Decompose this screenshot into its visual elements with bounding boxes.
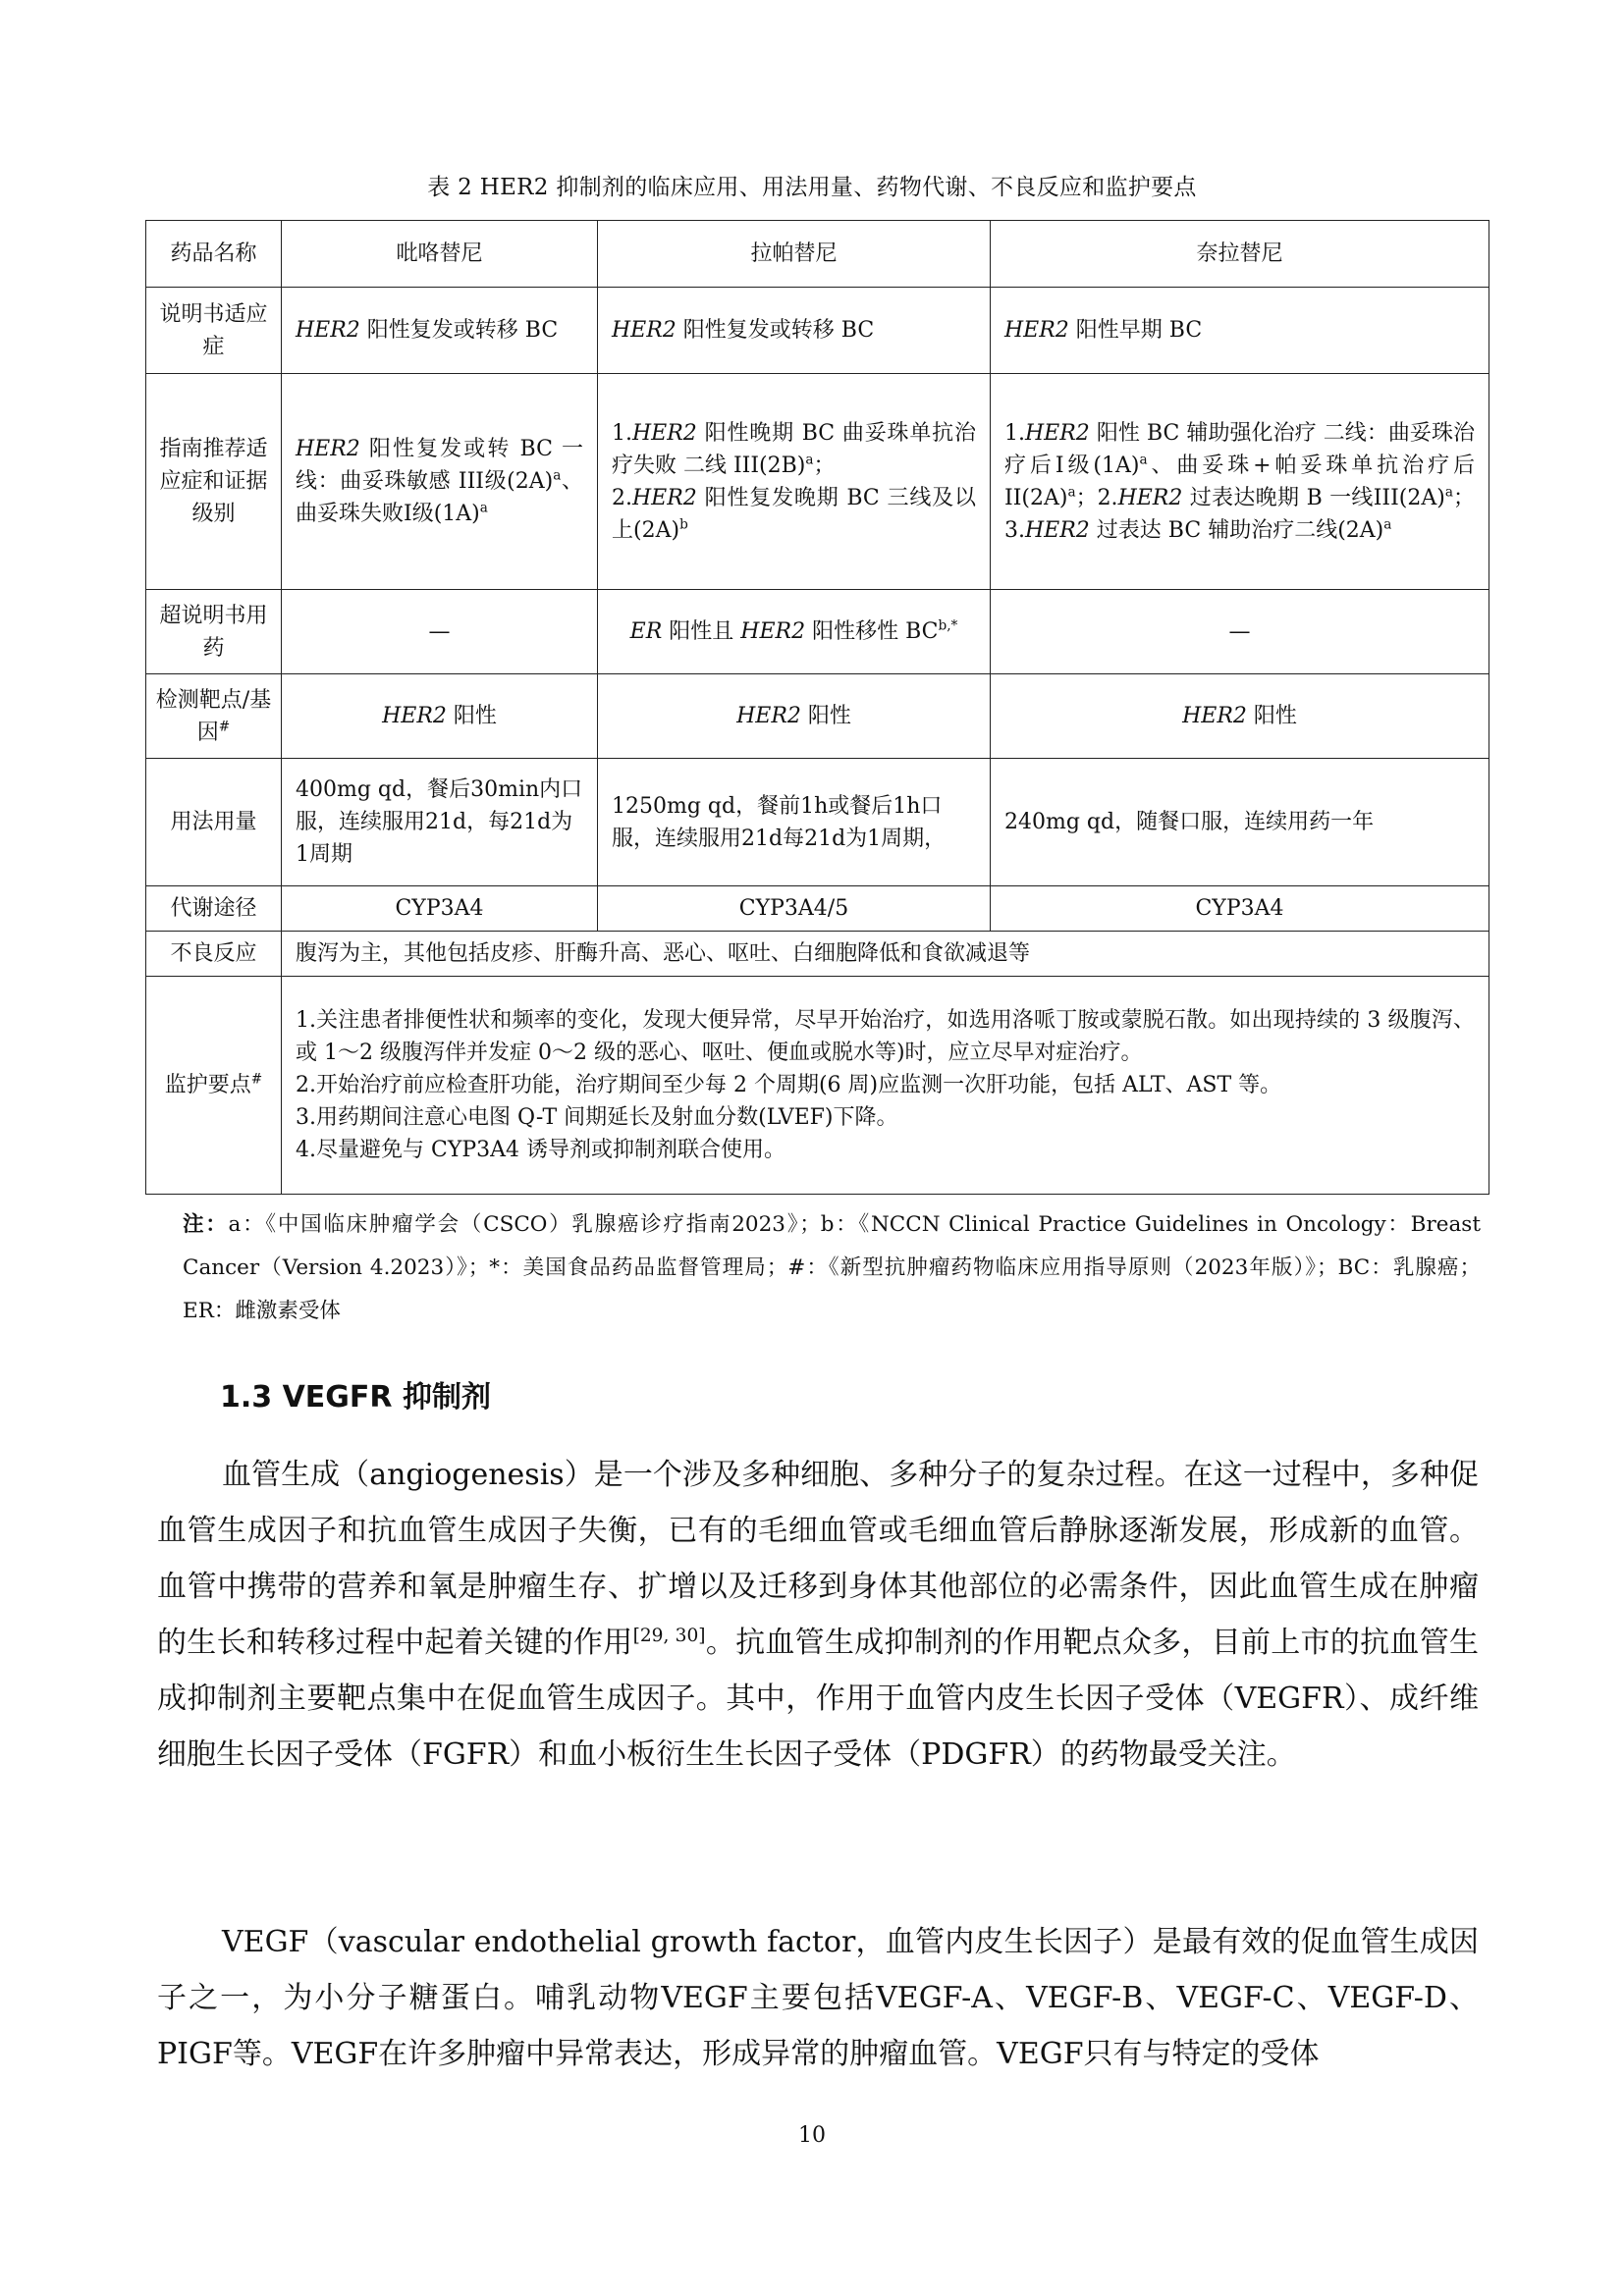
header-label: 药品名称 — [146, 221, 282, 288]
her2-term: HER2 — [1004, 318, 1069, 343]
table-row-indication — [146, 288, 1489, 374]
offlabel-cell: — — [282, 590, 598, 674]
monitoring-item: 1.关注患者排便性状和频率的变化，发现大便异常，尽早开始治疗，如选用洛哌丁胺或蒙脱石散。如出现持续的 3 级腹泻、或 1～2 级腹泻伴并发症 0～2 级的恶心、呕吐、便血或脱水等)时，应立尽早对症治疗。 — [296, 1008, 1475, 1065]
er-term: ER — [629, 619, 663, 644]
header-drug-lapatinib: 拉帕替尼 — [598, 221, 991, 288]
item-number: 1. — [612, 420, 632, 446]
guideline-text: 阳性 BC 辅助强化治疗 二线：曲妥珠治疗后I级(1A) — [1004, 420, 1475, 478]
section-heading: 1.3 VEGFR 抑制剂 — [220, 1380, 491, 1415]
metabolism-cell: CYP3A4 — [282, 886, 598, 932]
guideline-cell — [991, 374, 1489, 590]
her2-term: HER2 — [632, 420, 697, 446]
metabolism-cell: CYP3A4/5 — [598, 886, 991, 932]
evidence-superscript: a — [1067, 484, 1076, 501]
dosage-cell: 1250mg qd，餐前1h或餐后1h口服，连续服用21d每21d为1周期， — [598, 759, 991, 886]
guideline-text: 、曲妥珠失败I级(1A) — [296, 469, 583, 526]
offlabel-text: 阳性移性 BC — [805, 619, 939, 644]
table-row-offlabel — [146, 590, 1489, 674]
item-number: ；3. — [1004, 485, 1475, 543]
her2-term: HER2 — [632, 485, 697, 510]
body-paragraph: VEGF（vascular endothelial growth factor，血管内皮生长因子）是最有效的促血管生成因子之一，为小分子糖蛋白。哺乳动物VEGF主要包括VEGF-A、VEGF-B、VEGF-C、VEGF-D、PIGF等。VEGF在许多肿瘤中异常表达，形成异常的肿瘤血管。VEGF只有与特定的受体 — [157, 1925, 1479, 2071]
note-label: 注： — [183, 1212, 229, 1237]
guideline-text: 阳性复发或转 BC 一线：曲妥珠敏感 III级(2A) — [296, 437, 583, 494]
guideline-text: 阳性复发晚期 BC 三线及以上(2A) — [612, 485, 976, 543]
table-note — [183, 1203, 1481, 1333]
indication-cell — [282, 288, 598, 374]
indication-cell — [598, 288, 991, 374]
table-row-header — [146, 221, 1489, 288]
dosage-cell: 240mg qd，随餐口服，连续用药一年 — [991, 759, 1489, 886]
evidence-superscript: a — [1383, 516, 1392, 533]
target-text: 阳性 — [1246, 704, 1297, 728]
paragraph-text: 血管生成（angiogenesis）是一个涉及多种细胞、多种分子的复杂过程。在这一过程中，多种促血管生成因子和抗血管生成因子失衡，已有的毛细血管或毛细血管后静脉逐渐发展，形成新的血管。血管中携带的营养和氧是肿瘤生存、扩增以及迁移到身体其他部位的必需条件，因此血管生成在肿瘤的生长和转移过程中起着关键的作用 — [157, 1458, 1479, 1660]
indication-text: 阳性复发或转移 BC — [676, 318, 875, 343]
table-row-monitoring — [146, 977, 1489, 1195]
reference-superscript: # — [250, 1071, 263, 1088]
monitoring-item: 2.开始治疗前应检查肝功能，治疗期间至少每 2 个周期(6 周)应监测一次肝功能，包括 ALT、AST 等。 — [296, 1073, 1282, 1097]
monitoring-item: 4.尽量避免与 CYP3A4 诱导剂或抑制剂联合使用。 — [296, 1138, 786, 1162]
evidence-superscript: a — [1444, 484, 1453, 501]
citation-superscript: [29, 30] — [632, 1626, 706, 1646]
guideline-text: 、曲妥珠+帕妥珠单抗治疗后II(2A) — [1004, 453, 1475, 510]
guideline-text: 阳性晚期 BC 曲妥珠单抗治疗失败 二线 III(2B) — [612, 420, 976, 478]
table-row-metabolism — [146, 886, 1489, 932]
dosage-cell: 400mg qd，餐后30min内口服，连续服用21d，每21d为1周期 — [282, 759, 598, 886]
guideline-cell — [598, 374, 991, 590]
evidence-superscript: a — [553, 467, 562, 484]
target-cell — [598, 674, 991, 759]
table-row-target — [146, 674, 1489, 759]
her2-term: HER2 — [740, 619, 806, 644]
her2-term: HER2 — [296, 437, 360, 461]
paragraph-text: 。抗血管生成抑制剂的作用靶点众多，目前上市的抗血管生成抑制剂主要靶点集中在促血管生成因子。其中，作用于血管内皮生长因子受体（VEGFR）、成纤维细胞生长因子受体（FGFR）和血小板衍生生长因子受体（PDGFR）的药物最受关注。 — [157, 1626, 1479, 1772]
row-label-adverse: 不良反应 — [146, 932, 282, 977]
offlabel-cell: — — [991, 590, 1489, 674]
offlabel-cell — [598, 590, 991, 674]
reference-superscript: b,* — [938, 617, 958, 634]
page-number: 10 — [798, 2123, 826, 2148]
header-drug-pyrotinib: 吡咯替尼 — [282, 221, 598, 288]
row-label-text: 检测靶点/基因 — [155, 687, 272, 745]
her2-term: HER2 — [1025, 517, 1090, 543]
item-number: ；2. — [1075, 485, 1118, 510]
her2-term: HER2 — [612, 318, 677, 343]
guideline-cell — [282, 374, 598, 590]
row-label-text: 监护要点 — [164, 1073, 251, 1097]
monitoring-cell — [282, 977, 1489, 1195]
evidence-superscript: b — [679, 516, 688, 533]
her2-inhibitor-table — [145, 220, 1489, 1195]
offlabel-text: 阳性且 — [662, 619, 741, 644]
body-paragraph — [157, 1447, 1479, 1783]
reference-superscript: # — [218, 719, 231, 735]
row-label-dosage: 用法用量 — [146, 759, 282, 886]
table-row-guideline — [146, 374, 1489, 590]
note-text: a：《中国临床肿瘤学会（CSCO）乳腺癌诊疗指南2023》；b：《NCCN Clinical Practice Guidelines in Oncology：Breast Cancer（Version 4.2023）》；*：美国食品药品监督管理局；#：《新型抗肿瘤药物临床应用指导原则（2023年版）》；BC：乳腺癌；ER：雌激素受体 — [183, 1212, 1481, 1323]
indication-text: 阳性早期 BC — [1068, 318, 1203, 343]
table-caption: 表 2 HER2 抑制剂的临床应用、用法用量、药物代谢、不良反应和监护要点 — [427, 175, 1197, 200]
item-number: 2. — [612, 485, 632, 510]
target-text: 阳性 — [800, 704, 851, 728]
target-cell — [282, 674, 598, 759]
evidence-superscript: a — [479, 500, 488, 516]
target-cell — [991, 674, 1489, 759]
her2-term: HER2 — [1025, 420, 1090, 446]
her2-term: HER2 — [296, 318, 360, 343]
her2-term: HER2 — [382, 704, 447, 728]
item-number: 1. — [1004, 420, 1025, 446]
indication-cell — [991, 288, 1489, 374]
row-label-offlabel: 超说明书用药 — [146, 590, 282, 674]
indication-text: 阳性复发或转移 BC — [359, 318, 559, 343]
monitoring-item: 3.用药期间注意心电图 Q-T 间期延长及射血分数(LVEF)下降。 — [296, 1105, 898, 1130]
guideline-text: 过表达晚期 B 一线III(2A) — [1182, 485, 1445, 510]
her2-term: HER2 — [736, 704, 801, 728]
evidence-superscript: a — [1139, 452, 1148, 468]
row-label-metabolism: 代谢途径 — [146, 886, 282, 932]
row-label-monitoring — [146, 977, 282, 1195]
header-drug-neratinib: 奈拉替尼 — [991, 221, 1489, 288]
target-text: 阳性 — [446, 704, 497, 728]
metabolism-cell: CYP3A4 — [991, 886, 1489, 932]
guideline-text: ； — [813, 453, 836, 478]
table-row-adverse — [146, 932, 1489, 977]
row-label-target — [146, 674, 282, 759]
adverse-cell: 腹泻为主，其他包括皮疹、肝酶升高、恶心、呕吐、白细胞降低和食欲减退等 — [282, 932, 1489, 977]
evidence-superscript: a — [805, 452, 814, 468]
row-label-indication: 说明书适应症 — [146, 288, 282, 374]
her2-term: HER2 — [1117, 485, 1183, 510]
her2-term: HER2 — [1182, 704, 1247, 728]
row-label-guideline: 指南推荐适应症和证据级别 — [146, 374, 282, 590]
guideline-text: 过表达 BC 辅助治疗二线(2A) — [1089, 517, 1384, 543]
table-row-dosage — [146, 759, 1489, 886]
